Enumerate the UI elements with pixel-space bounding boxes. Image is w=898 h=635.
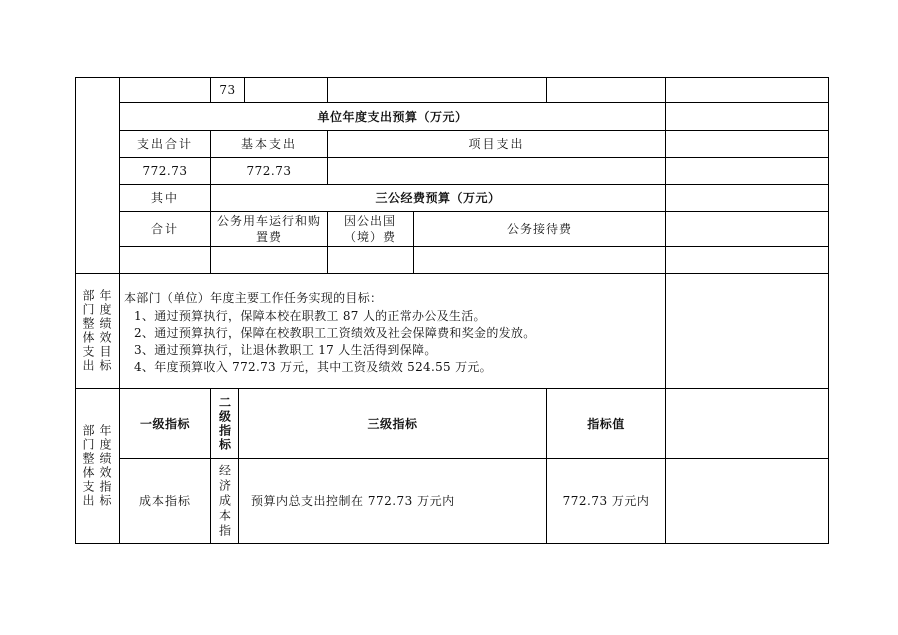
level2-header: 二级指标: [217, 395, 232, 452]
r5-line-b: [327, 211, 328, 273]
row-line-10: [75, 543, 829, 544]
row-line-0: [75, 77, 829, 78]
table-border-left: [75, 77, 76, 544]
of-which-label: 其中: [150, 191, 179, 205]
goal-item-1: 1、通过预算执行，保障本校在职教工 87 人的正常办公及生活。: [134, 309, 486, 323]
r0-line-b: [244, 77, 245, 102]
indicator-value: 772.73 万元内: [562, 494, 650, 508]
level3-header: 三级指标: [367, 416, 418, 431]
three-public-total-header: 合计: [150, 222, 179, 236]
level2-economic-cost: 经济成本指: [217, 463, 232, 539]
goals-label-annual: 年度绩效目标: [98, 289, 112, 373]
indicator-value-header: 指标值: [587, 416, 625, 431]
r0-line-d: [546, 77, 547, 102]
row-line-7: [75, 273, 829, 274]
basic-expense-header: 基本支出: [240, 137, 297, 151]
goal-item-2: 2、通过预算执行，保障在校教职工工资绩效及社会保障费和奖金的发放。: [134, 326, 536, 340]
goal-item-4: 4、年度预算收入 772.73 万元，其中工资及绩效 524.55 万元。: [134, 360, 492, 374]
expense-total-value: 772.73: [142, 164, 188, 178]
goals-label-dept: 部门整体支出: [81, 289, 95, 373]
row-line-6: [119, 246, 829, 247]
rightmost-column-line: [665, 77, 666, 544]
three-public-title: 三公经费预算（万元）: [375, 191, 501, 205]
r5-line-a: [210, 211, 211, 273]
table-border-right: [828, 77, 829, 544]
basic-expense-value: 772.73: [246, 164, 292, 178]
indicators-label-dept: 部门整体支出: [81, 424, 95, 508]
r0-line-c: [327, 77, 328, 102]
level1-cost-indicator: 成本指标: [138, 494, 191, 508]
unit-budget-title: 单位年度支出预算（万元）: [317, 109, 468, 124]
level3-budget-control: 预算内总支出控制在 772.73 万元内: [251, 494, 455, 508]
goals-intro: 本部门（单位）年度主要工作任务实现的目标：: [124, 291, 383, 305]
indicators-label-annual: 年度绩效指标: [98, 424, 112, 508]
vehicle-cost-header: 公务用车运行和购置费: [216, 214, 321, 244]
goal-item-3: 3、通过预算执行，让退休教职工 17 人生活得到保障。: [134, 343, 437, 357]
level1-header: 一级指标: [139, 416, 190, 431]
abroad-cost-header: 因公出国（境）费: [343, 214, 396, 244]
top-row-value: 73: [219, 83, 236, 97]
project-expense-header: 项目支出: [468, 137, 525, 151]
expense-total-header: 支出合计: [136, 137, 193, 151]
reception-cost-header: 公务接待费: [506, 222, 572, 236]
